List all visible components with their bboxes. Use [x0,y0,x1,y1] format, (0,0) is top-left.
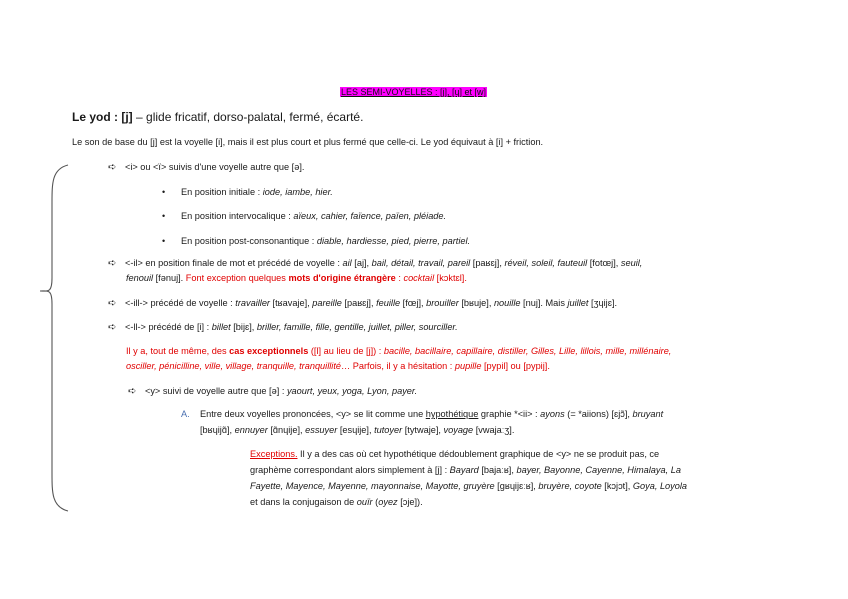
rule-text: <-ll-> précédé de [i] : billet [bijɛ], briller, famille, fille, gentille, juillet, piller, sourciller. [124,322,458,332]
rule-y [128,386,417,397]
yod-heading [72,110,363,124]
list-item [162,187,333,197]
list-item-text: En position post-consonantique : diable, hardiesse, pied, pierre, partiel. [181,236,471,246]
arrow-icon: ➪ [108,322,117,333]
document-title: LES SEMI-VOYELLES : [j], [ɥ] et [w] [341,87,487,97]
rule-ill [108,298,617,309]
yod-label: Le yod : [j] [72,110,133,124]
rule-ll [108,322,458,333]
list-item-text: En position initiale : iode, iambe, hier. [181,187,333,197]
exceptions-y-line3: Fayette, Mayence, Mayenne, mayonnaise, Mayotte, gruyère [gʁɥijɛːʁ], bruyère, coyote [kɔjɔt], Goya, Loyola [250,481,688,491]
rule-il-final [108,258,642,269]
rule-text: <-il> en position finale de mot et précédé de voyelle : ail [aj], bail, détail, travail, pareil [paʁɛj], réveil, soleil, fauteuil [fotœj], seuil, [124,258,643,268]
rule-text: <y> suivi de voyelle autre que [ə] : yaourt, yeux, yoga, Lyon, payer. [144,386,418,396]
rule-a-line2: [bʁɥijɑ̃], ennuyer [ɑ̃nɥije], essuyer [esɥije], tutoyer [tytwaje], voyage [vwajaːʒ]. [200,425,515,435]
rule-text: <-ill-> précédé de voyelle : travailler [tʁavaje], pareille [paʁɛj], feuille [fœj], brouiller [bʁuje], nouille [nuj]. Mais juillet [ʒɥijɛ]. [124,298,618,308]
arrow-icon: ➪ [108,258,117,269]
list-item-text: En position intervocalique : aïeux, cahier, faïence, païen, pléiade. [181,211,447,221]
arrow-icon: ➪ [108,298,117,309]
exceptions-ll-line1: Il y a, tout de même, des cas exceptionnels ([l] au lieu de [j]) : bacille, bacillaire, capillaire, distiller, Gilles, Lille, lillois, mille, millénaire, [126,346,672,356]
exceptions-ll-line2: osciller, pénicilline, ville, village, tranquille, tranquillité… Parfois, il y a hésitation : pupille [pypil] ou [pypij]. [126,361,550,371]
list-item [162,236,471,246]
curly-brace-icon [38,163,78,518]
list-item [162,211,447,221]
bullet-icon: • [162,187,166,197]
yod-description: – glide fricatif, dorso-palatal, fermé, écarté. [132,110,364,124]
rule-text: <i> ou <ï> suivis d'une voyelle autre que [ə]. [124,162,305,172]
bullet-icon: • [162,211,166,221]
intro-paragraph: Le son de base du [j] est la voyelle [i], mais il est plus court et plus fermé que celle-ci. Le yod équivaut à [i] + friction. [72,137,544,147]
rule-il-final-continued: fenouil [fənuj]. Font exception quelques mots d'origine étrangère : cocktail [kɔktɛl]. [126,273,467,283]
exceptions-y-line4: et dans la conjugaison de ouïr (oyez [ɔje]). [250,497,423,507]
rule-a-line1: Entre deux voyelles prononcées, <y> se lit comme une hypothétique graphie *<ii> : ayons (= *aiions) [ɛjɔ̃], bruyant [200,409,664,419]
exceptions-label: Exceptions. [250,449,298,459]
arrow-icon: ➪ [108,162,117,173]
exceptions-y-line1: Exceptions. Il y a des cas où cet hypothétique dédoublement graphique de <y> ne se produit pas, ce [250,449,660,459]
bullet-icon: • [162,236,166,246]
exceptions-y-line2: graphème correspondant alors simplement à [j] : Bayard [bajaːʁ], bayer, Bayonne, Cayenne, Himalaya, La [250,465,681,475]
rule-a-marker: A. [181,409,190,419]
rule-i-vowel [108,162,304,173]
exception-note: Font exception quelques mots d'origine étrangère : cocktail [kɔktɛl]. [185,273,467,283]
arrow-icon: ➪ [128,386,137,397]
